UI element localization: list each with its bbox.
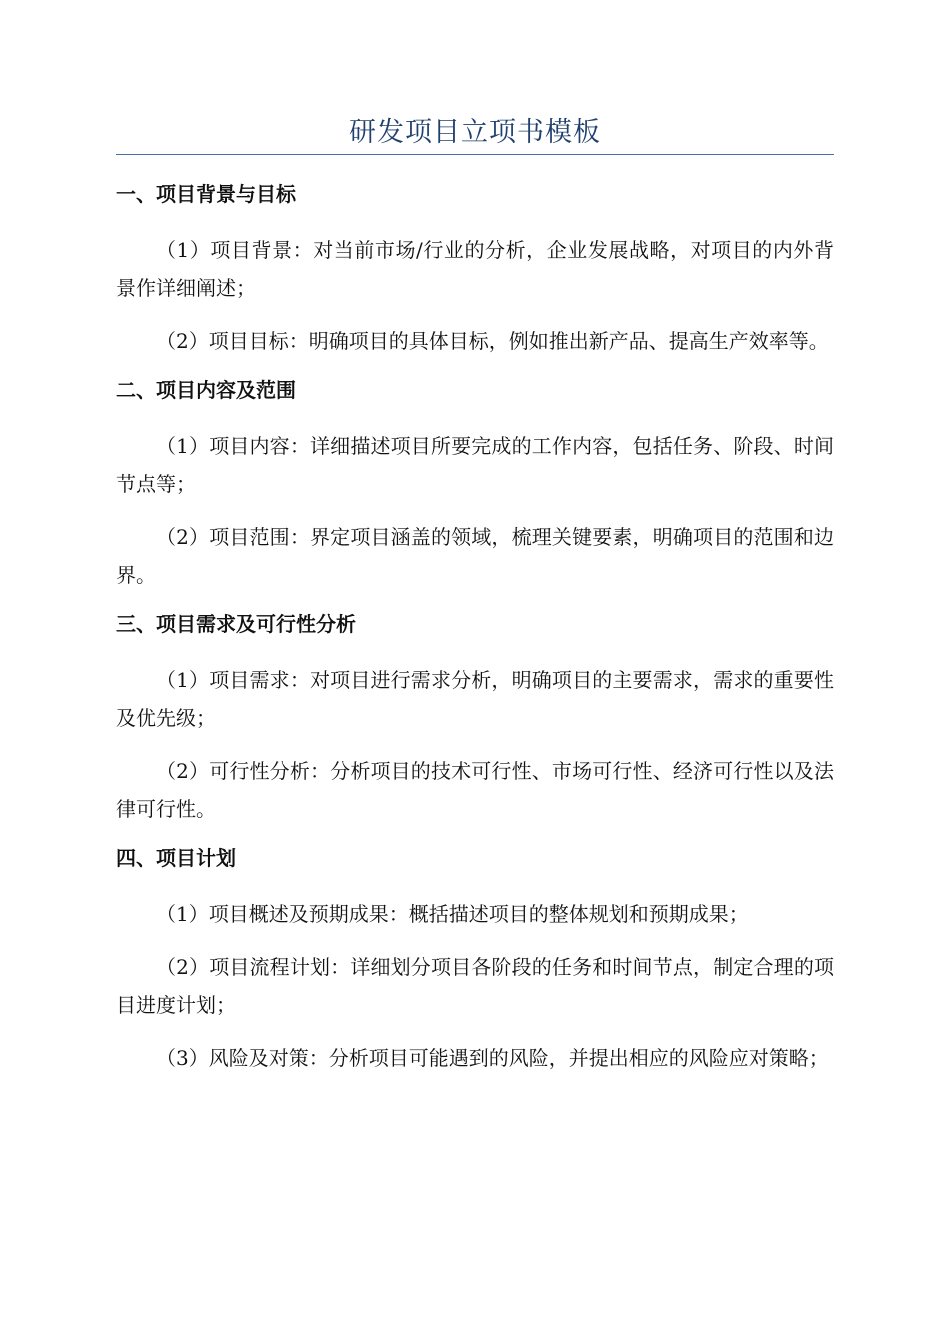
paragraph: （2）项目流程计划：详细划分项目各阶段的任务和时间节点，制定合理的项目进度计划； [116, 955, 834, 1017]
section-background-goals [116, 179, 834, 360]
section-project-plan [116, 843, 834, 1077]
paragraph: （1）项目背景：对当前市场/行业的分析，企业发展战略，对项目的内外背景作详细阐述； [116, 238, 834, 300]
paragraph: （2）项目范围：界定项目涵盖的领域，梳理关键要素，明确项目的范围和边界。 [116, 525, 834, 587]
paragraph: （1）项目内容：详细描述项目所要完成的工作内容，包括任务、阶段、时间节点等； [116, 434, 834, 496]
document-title: 研发项目立项书模板 [349, 117, 601, 148]
document-page [116, 112, 834, 1092]
paragraph: （3）风险及对策：分析项目可能遇到的风险，并提出相应的风险应对策略； [156, 1046, 829, 1070]
section-heading: 四、项目计划 [116, 846, 236, 870]
title-divider [116, 154, 834, 155]
paragraph: （1）项目需求：对项目进行需求分析，明确项目的主要需求，需求的重要性及优先级； [116, 668, 834, 730]
section-heading: 三、项目需求及可行性分析 [116, 612, 356, 636]
paragraph: （2）项目目标：明确项目的具体目标，例如推出新产品、提高生产效率等。 [156, 329, 829, 353]
paragraph: （2）可行性分析：分析项目的技术可行性、市场可行性、经济可行性以及法律可行性。 [116, 759, 834, 821]
section-heading: 一、项目背景与目标 [116, 182, 296, 206]
section-requirements-feasibility [116, 609, 834, 828]
paragraph: （1）项目概述及预期成果：概括描述项目的整体规划和预期成果； [156, 902, 749, 926]
section-heading: 二、项目内容及范围 [116, 378, 296, 402]
section-content-scope [116, 375, 834, 594]
